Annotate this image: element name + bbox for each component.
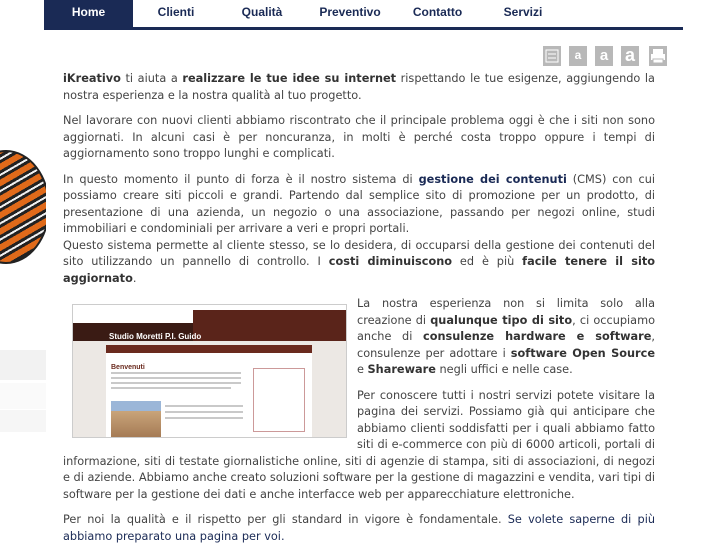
text-size-reset-icon[interactable] <box>543 46 561 66</box>
nav-item-servizi[interactable]: Servizi <box>503 5 543 19</box>
decorative-graphic <box>0 150 46 264</box>
text-size-medium-icon[interactable]: a <box>595 46 613 66</box>
decorative-bar <box>0 383 46 409</box>
website-screenshot-image <box>72 304 347 438</box>
problem-paragraph: Nel lavorare con nuovi clienti abbiamo riscontrato che il principale problema oggi è che i siti non sono aggiornati. In alcuni casi è per noncuranza, in molti è perché costa troppo oppure i tempi di aggiornamento sono troppo lunghi e complicati. <box>63 114 655 160</box>
quality-paragraph: Per noi la qualità e il rispetto per gli standard in vigore è fondamentale. Se volete saperne di più abbiamo preparato una pagina per voi. <box>63 513 655 543</box>
print-icon[interactable] <box>649 46 667 66</box>
services-paragraph: Per conoscere tutti i nostri servizi potete visitare la pagina dei servizi. Possiamo già qui anticipare che abbiamo clienti soddisfatti per i quali abbiamo fatto siti di e-commerce con più di 6000 articoli, portali di informazione, siti di testate giornalistiche online, siti di agenzie di stampa, siti di associazioni, di negozi e di aziende. Abbiamo anche creato soluzioni software per la gestione di magazzini e vendita, vari tipi di software per la gestione dei dati e anche interfacce web per apparecchiature elettroniche. <box>63 388 655 501</box>
nav-item-qualita[interactable]: Qualità <box>241 5 283 19</box>
experience-paragraph: La nostra esperienza non si limita solo alla creazione di qualunque tipo di sito, ci occupiamo anche di consulenze hardware e software, consulenze per adottare i software Open Source e Shareware negli uffici e nelle case. <box>357 297 656 376</box>
nav-item-home[interactable]: Home <box>44 0 133 27</box>
thumb-heading: Benvenuti <box>111 364 145 371</box>
main-navigation <box>44 0 683 30</box>
decorative-bar <box>0 410 46 432</box>
text-size-small-icon[interactable]: a <box>569 46 587 66</box>
quality-page-link[interactable]: Se volete saperne di più abbiamo preparato una pagina per voi. <box>63 513 655 543</box>
decorative-bar <box>0 350 46 380</box>
main-content <box>63 71 655 554</box>
intro-paragraph: iKreativo ti aiuta a realizzare le tue idee su internet rispettando le tue esigenze, aggiungendo la nostra esperienza e la nostra qualità al tuo progetto. <box>63 72 655 102</box>
nav-item-contatto[interactable]: Contatto <box>412 5 463 19</box>
cms-paragraph: In questo momento il punto di forza è il nostro sistema di gestione dei contenuti (CMS) con cui possiamo creare siti piccoli e grandi. Partendo dal semplice sito di promozione per un prodotto, di presentazione di una azienda, un negozio o una associazione, passando per negozi online, studi immobiliari e condominiali per arrivare a veri e propri portali. Questo sistema permette al cliente stesso, se lo desidera, di occuparsi della gestione dei contenuti del sito utilizzando un pannello di controllo. I costi diminuiscono ed è più facile tenere il sito aggiornato. <box>63 172 656 285</box>
left-decoration <box>0 0 46 545</box>
nav-item-preventivo[interactable]: Preventivo <box>319 5 381 19</box>
text-size-large-icon[interactable]: a <box>621 46 639 66</box>
brand-name: iKreativo <box>63 72 121 85</box>
nav-item-clienti[interactable]: Clienti <box>157 5 195 19</box>
thumb-site-title: Studio Moretti P.I. Guido <box>109 332 202 341</box>
